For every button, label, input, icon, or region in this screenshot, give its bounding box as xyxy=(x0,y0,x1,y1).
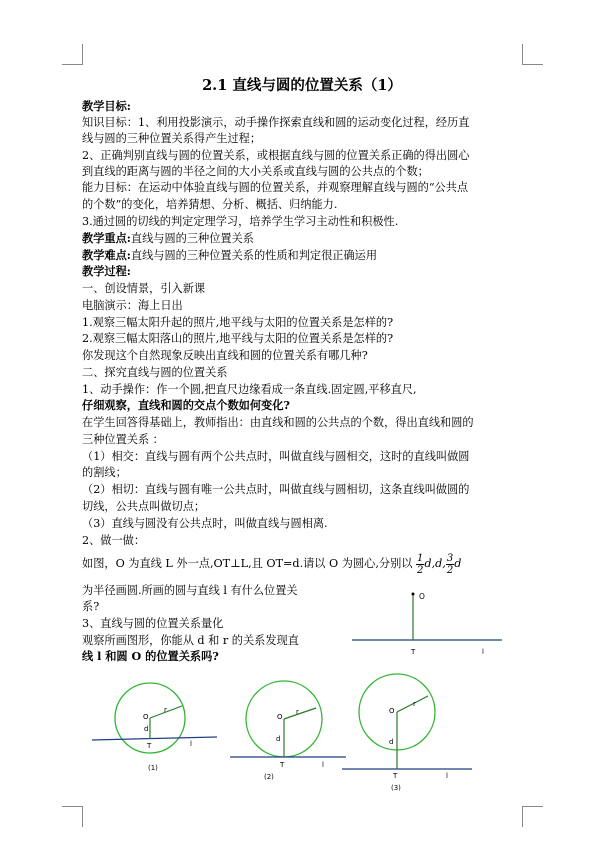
text-line: 二、探究直线与圆的位置关系 xyxy=(82,366,228,379)
crop-mark-bottom-right xyxy=(522,806,543,827)
text-line: 一、创设情景，引入新课 xyxy=(82,282,206,295)
crop-mark-top-right xyxy=(522,44,543,65)
caption: (1) xyxy=(148,764,158,772)
label-l: l xyxy=(446,772,448,780)
text-line: 的割线； xyxy=(82,466,127,479)
caption: (3) xyxy=(391,784,401,792)
label-l: l xyxy=(322,761,324,769)
text-line: 3、直线与圆的位置关系量化 xyxy=(82,617,224,630)
page-title: 2.1 直线与圆的位置关系（1） xyxy=(202,77,402,94)
label-T: T xyxy=(280,761,285,769)
label-O: O xyxy=(277,713,283,721)
text-line: 2.观察三幅太阳落山的照片,地平线与太阳的位置关系是怎样的? xyxy=(82,332,394,345)
fraction-half: $\frac{1}{2}$ xyxy=(417,552,424,576)
text-line: 你发现这个自然现象反映出直线和圆的位置关系有哪几种? xyxy=(82,349,368,362)
text-line: 线与圆的三种位置关系得产生过程； xyxy=(82,132,262,145)
figure-3-separate xyxy=(342,672,472,794)
label-l: l xyxy=(190,740,192,748)
text-line: 知识目标：1、利用投影演示，动手操作探索直线和圆的运动变化过程，经历直 xyxy=(82,116,470,129)
label-O: O xyxy=(419,592,425,601)
text-line: 为半径画圆.所画的圆与直线 l 有什么位置关 xyxy=(82,584,298,597)
point-O xyxy=(412,593,415,596)
label-O: O xyxy=(389,707,395,715)
text-line: 观察所画图形，你能从 d 和 r 的关系发现直 xyxy=(82,634,299,647)
text-line: 2、正确判别直线与圆的位置关系，或根据直线与圆的位置关系正确的得出圆心 xyxy=(82,149,470,162)
text-line: 教学目标: xyxy=(82,99,131,113)
figure-point-line xyxy=(352,588,502,658)
text-line: 仔细观察，直线和圆的交点个数如何变化? xyxy=(82,398,290,412)
text-line: 1、动手操作：作一个圆,把直尺边缘看成一条直线.固定圆,平移直尺, xyxy=(82,383,417,396)
text-line: 1.观察三幅太阳升起的照片,地平线与太阳的位置关系是怎样的? xyxy=(82,316,394,329)
label-d: d xyxy=(276,735,281,743)
label-d: d xyxy=(389,738,394,746)
caption: (2) xyxy=(264,773,274,781)
label-l: l xyxy=(482,648,484,656)
crop-mark-top-left xyxy=(62,44,83,65)
line-l xyxy=(92,737,217,740)
label-r: r xyxy=(296,708,299,716)
label-r: r xyxy=(164,706,167,714)
text-line: 切线，公共点叫做切点； xyxy=(82,500,206,513)
text-line: 电脑演示：海上日出 xyxy=(82,299,183,312)
text-line: 在学生回答得基础上，教师指出：由直线和圆的公共点的个数，得出直线和圆的 xyxy=(82,416,474,429)
figure-1-intersect xyxy=(92,682,217,774)
radius-r xyxy=(284,708,316,719)
label-r: r xyxy=(413,700,416,708)
example-line: 如图，O 为直线 L 外一点,OT⊥L,且 OT=d.请以 O 为圆心,分别以 $\frac{1}{2}$ d,d, $\frac{3}{2}$ d xyxy=(82,552,462,576)
label-O: O xyxy=(143,713,149,721)
text-line: 教学难点:直线与圆的三种位置关系的性质和判定很正确运用 xyxy=(82,248,378,262)
text-line: （3）直线与圆没有公共点时，叫做直线与圆相离. xyxy=(82,517,328,530)
text-line: 3.通过圆的切线的判定定理学习，培养学生学习主动性和积极性. xyxy=(82,215,399,228)
text-line: 教学过程: xyxy=(82,264,131,278)
text-line: 能力目标：在运动中体验直线与圆的位置关系，并观察理解直线与圆的“公共点 xyxy=(82,181,469,194)
fraction-three-halves: $\frac{3}{2}$ xyxy=(446,552,454,576)
figure-2-tangent xyxy=(226,678,346,782)
text-line: 的个数”的变化，培养猜想、分析、概括、归纳能力. xyxy=(82,198,338,211)
text-line: 教学重点:直线与圆的三种位置关系 xyxy=(82,231,254,245)
text-line: 三种位置关系 ： xyxy=(82,433,164,446)
text-line: 到直线的距离与圆的半径之间的大小关系或直线与圆的公共点的个数； xyxy=(82,165,429,178)
label-T: T xyxy=(411,648,416,656)
text-line: 线 l 和圆 O 的位置关系吗? xyxy=(82,649,219,663)
label-T: T xyxy=(147,742,152,750)
text-line: （1）相交：直线与圆有两个公共点时，叫做直线与圆相交，这时的直线叫做圆 xyxy=(82,450,470,463)
text-line: 系? xyxy=(82,600,100,613)
text-line: 2、做一做： xyxy=(82,534,146,547)
label-T: T xyxy=(393,772,398,780)
text-line: （2）相切：直线与圆有唯一公共点时，叫做直线与圆相切，这条直线叫做圆的 xyxy=(82,483,470,496)
crop-mark-bottom-left xyxy=(62,806,83,827)
label-d: d xyxy=(144,725,149,733)
